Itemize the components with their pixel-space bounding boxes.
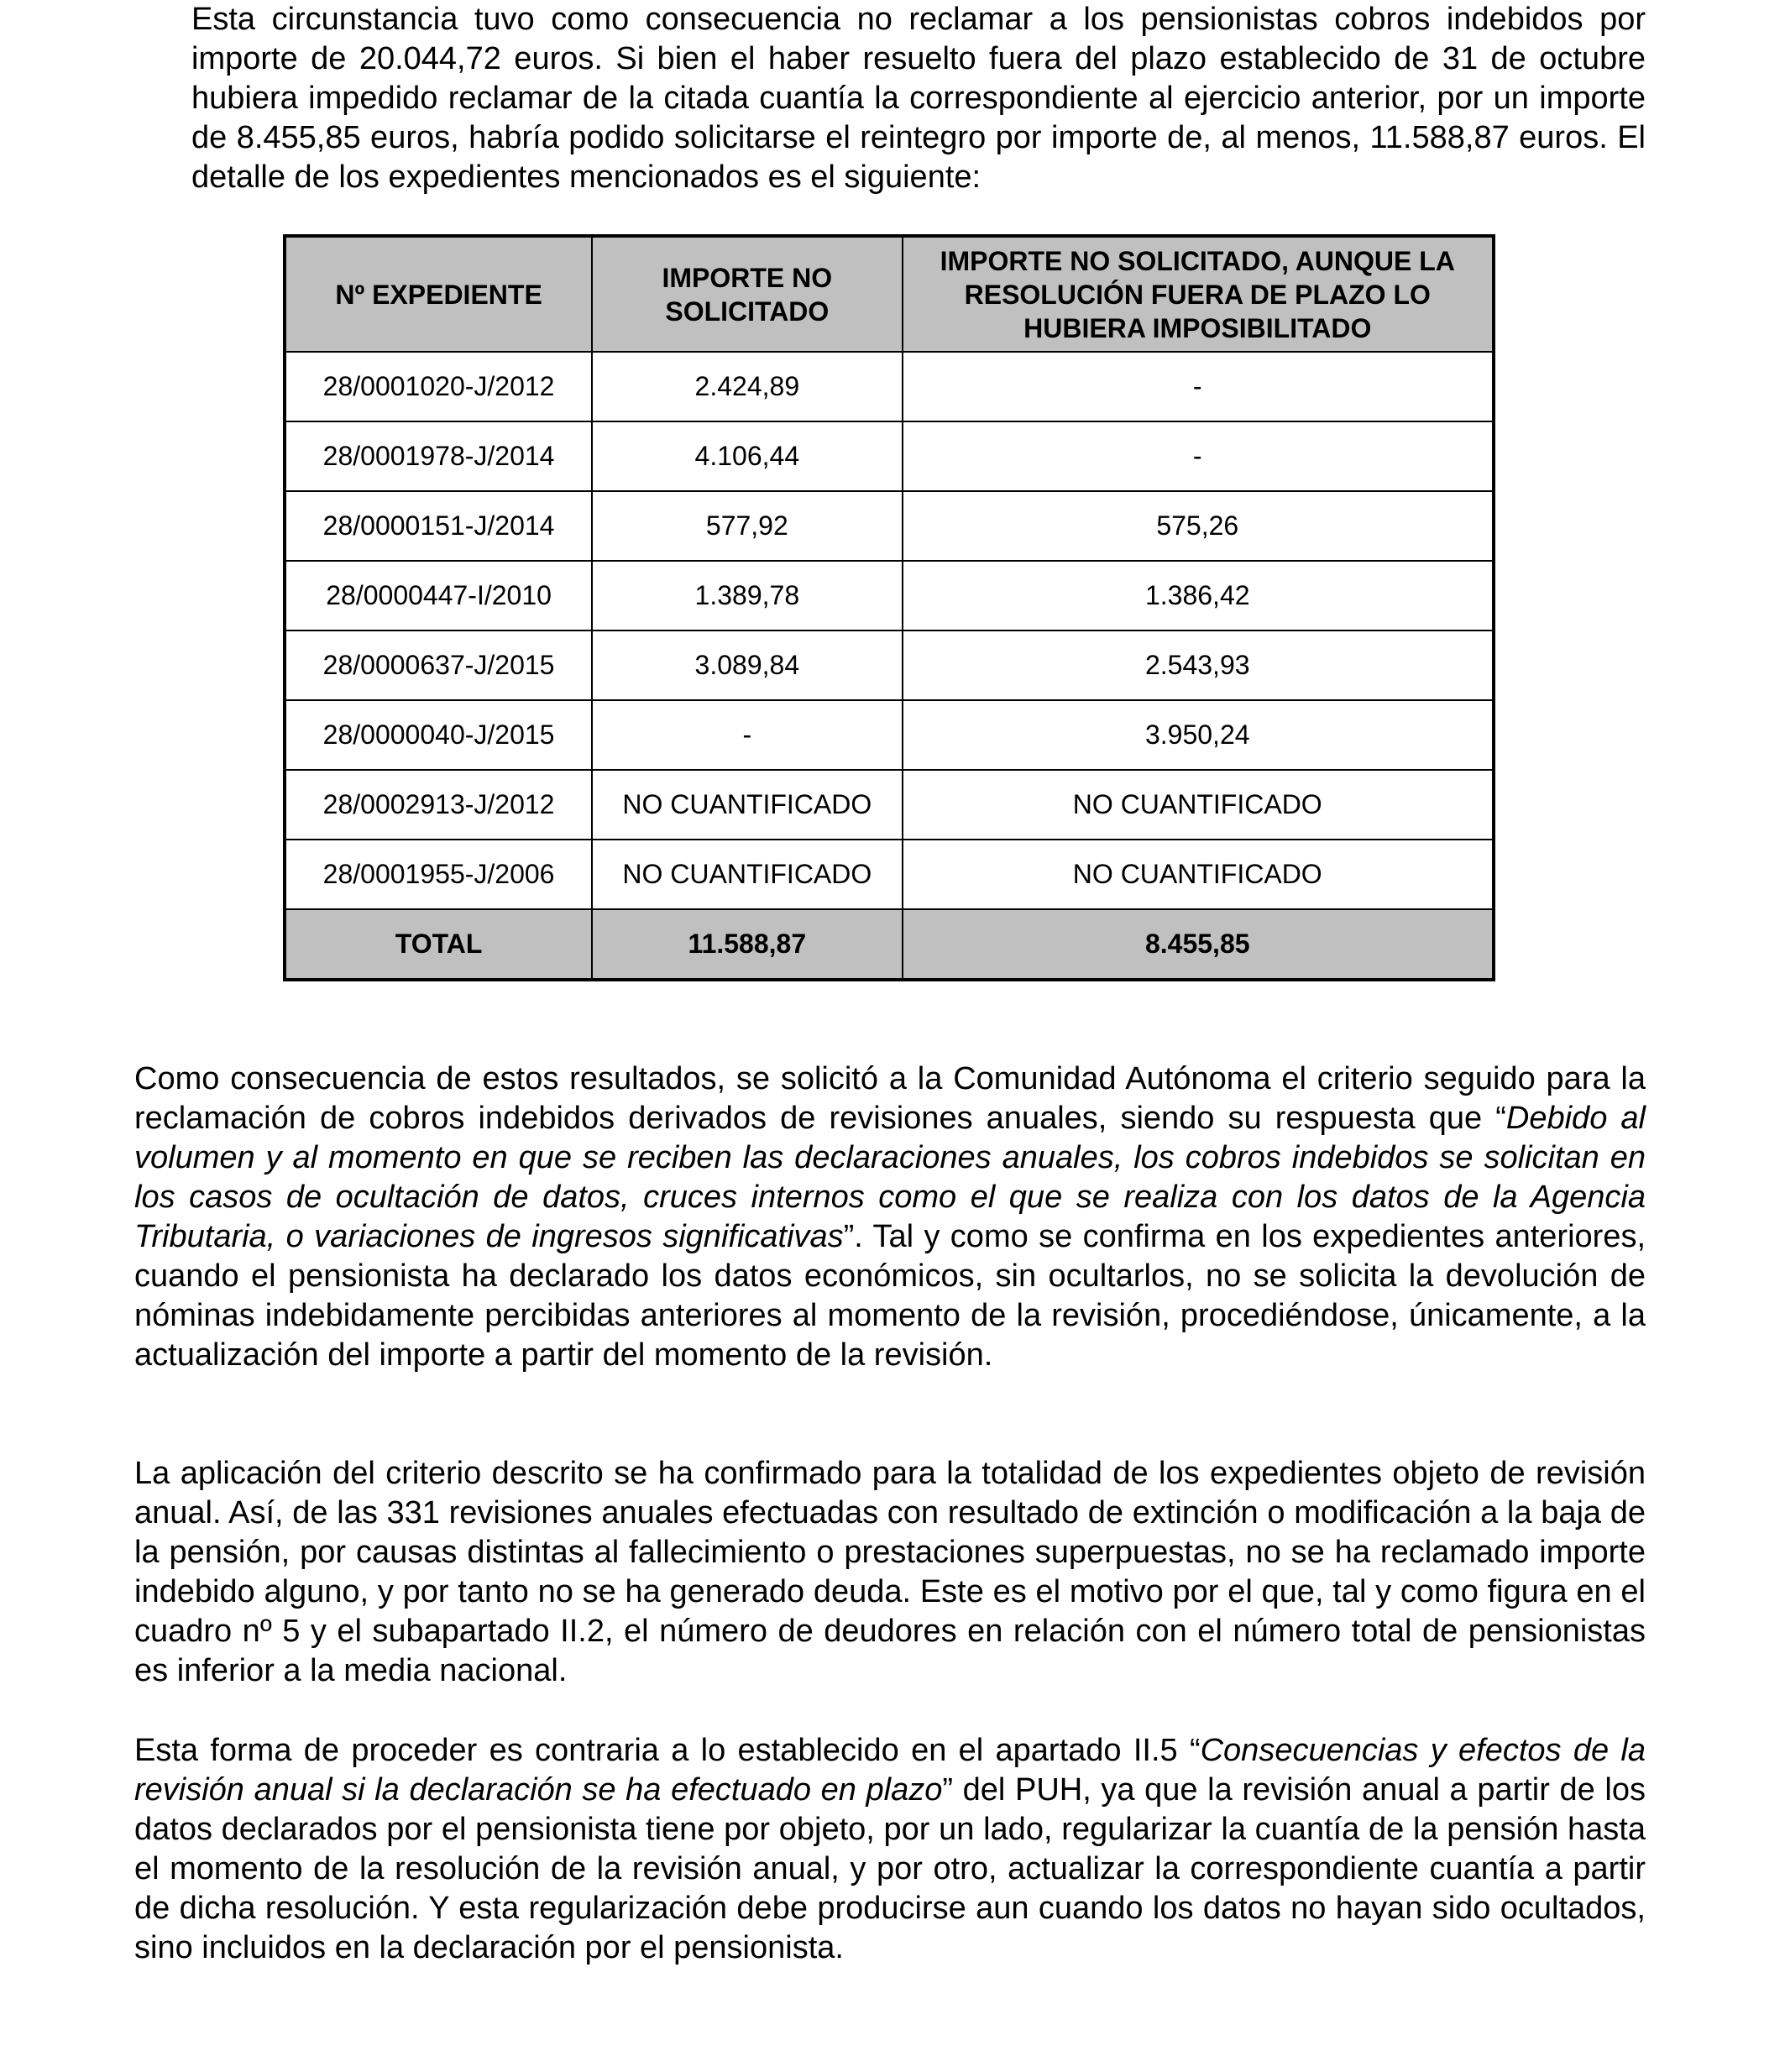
paragraph-text: Esta forma de proceder es contraria a lo establecido en el apartado II.5 “	[134, 1733, 1201, 1768]
cell-expediente: 28/0001020-J/2012	[285, 352, 592, 421]
cell-importe-plazo: 2.543,93	[903, 630, 1494, 700]
cell-importe: 577,92	[592, 491, 902, 561]
cell-importe: 4.106,44	[592, 421, 902, 491]
cell-expediente: 28/0001978-J/2014	[285, 421, 592, 491]
quoted-section-title: Consecuencias y efectos de la revisión anual si la declaración se ha efectuado en plazo	[134, 1733, 1646, 1808]
cell-importe-plazo: NO CUANTIFICADO	[903, 770, 1494, 840]
header-importe-fuera-plazo: IMPORTE NO SOLICITADO, AUNQUE LA RESOLUCIÓN FUERA DE PLAZO LO HUBIERA IMPOSIBILITADO	[903, 236, 1494, 352]
cell-expediente: 28/0000040-J/2015	[285, 700, 592, 770]
paragraph-text: ”. Tal y como se confirma en los expedientes anteriores, cuando el pensionista ha declarado los datos económicos, sin ocultarlos, no se solicita la devolución de nóminas indebidamente percibidas anteriores al momento de la revisión, procediéndose, únicamente, a la actualización del importe a partir del momento de la revisión.	[134, 1219, 1646, 1373]
table-row	[285, 770, 1494, 840]
table-row	[285, 352, 1494, 421]
total-importe-plazo: 8.455,85	[903, 909, 1494, 980]
cell-importe: 1.389,78	[592, 561, 902, 630]
table-header-row	[285, 236, 1494, 352]
cell-expediente: 28/0001955-J/2006	[285, 840, 592, 909]
intro-paragraph: Esta circunstancia tuvo como consecuencia no reclamar a los pensionistas cobros indebidos por importe de 20.044,72 euros. Si bien el haber resuelto fuera del plazo establecido de 31 de octubre hubiera impedido reclamar de la citada cuantía la correspondiente al ejercicio anterior, por un importe de 8.455,85 euros, habría podido solicitarse el reintegro por importe de, al menos, 11.588,87 euros. El detalle de los expedientes mencionados es el siguiente:	[191, 2, 1646, 195]
header-expediente: Nº EXPEDIENTE	[285, 236, 592, 352]
table-row	[285, 561, 1494, 630]
total-label: TOTAL	[285, 909, 592, 980]
total-importe: 11.588,87	[592, 909, 902, 980]
cell-importe: 3.089,84	[592, 630, 902, 700]
cell-importe-plazo: 3.950,24	[903, 700, 1494, 770]
cell-importe: 2.424,89	[592, 352, 902, 421]
table-total-row	[285, 909, 1494, 980]
table-row	[285, 700, 1494, 770]
cell-importe-plazo: -	[903, 421, 1494, 491]
header-importe-no-solicitado: IMPORTE NO SOLICITADO	[592, 236, 902, 352]
quoted-response: Debido al volumen y al momento en que se reciben las declaraciones anuales, los cobros indebidos se solicitan en los casos de ocultación de datos, cruces internos como el que se realiza con los datos de la Agencia Tributaria, o variaciones de ingresos significativas	[134, 1101, 1646, 1254]
cell-importe: -	[592, 700, 902, 770]
paragraph-forma-proceder	[134, 1731, 1646, 1968]
expedientes-table	[283, 234, 1495, 981]
paragraph-text: Como consecuencia de estos resultados, se solicitó a la Comunidad Autónoma el criterio seguido para la reclamación de cobros indebidos derivados de revisiones anuales, siendo su respuesta que “	[134, 1061, 1646, 1136]
cell-importe: NO CUANTIFICADO	[592, 770, 902, 840]
paragraph-criterio	[134, 1060, 1646, 1375]
cell-importe-plazo: 1.386,42	[903, 561, 1494, 630]
cell-importe-plazo: NO CUANTIFICADO	[903, 840, 1494, 909]
table-row	[285, 630, 1494, 700]
cell-expediente: 28/0000447-I/2010	[285, 561, 592, 630]
cell-importe-plazo: 575,26	[903, 491, 1494, 561]
cell-importe-plazo: -	[903, 352, 1494, 421]
table-row	[285, 421, 1494, 491]
cell-expediente: 28/0002913-J/2012	[285, 770, 592, 840]
cell-importe: NO CUANTIFICADO	[592, 840, 902, 909]
table-row	[285, 491, 1494, 561]
paragraph-aplicacion: La aplicación del criterio descrito se ha confirmado para la totalidad de los expedientes objeto de revisión anual. Así, de las 331 revisiones anuales efectuadas con resultado de extinción o modificación a la baja de la pensión, por causas distintas al fallecimiento o prestaciones superpuestas, no se ha reclamado importe indebido alguno, y por tanto no se ha generado deuda. Este es el motivo por el que, tal y como figura en el cuadro nº 5 y el subapartado II.2, el número de deudores en relación con el número total de pensionistas es inferior a la media nacional.	[134, 1456, 1646, 1688]
table-row	[285, 840, 1494, 909]
cell-expediente: 28/0000637-J/2015	[285, 630, 592, 700]
paragraph-text: ” del PUH, ya que la revisión anual a partir de los datos declarados por el pensionista tiene por objeto, por un lado, regularizar la cuantía de la pensión hasta el momento de la resolución de la revisión anual, y por otro, actualizar la correspondiente cuantía a partir de dicha resolución. Y esta regularización debe producirse aun cuando los datos no hayan sido ocultados, sino incluidos en la declaración por el pensionista.	[134, 1772, 1646, 1965]
cell-expediente: 28/0000151-J/2014	[285, 491, 592, 561]
